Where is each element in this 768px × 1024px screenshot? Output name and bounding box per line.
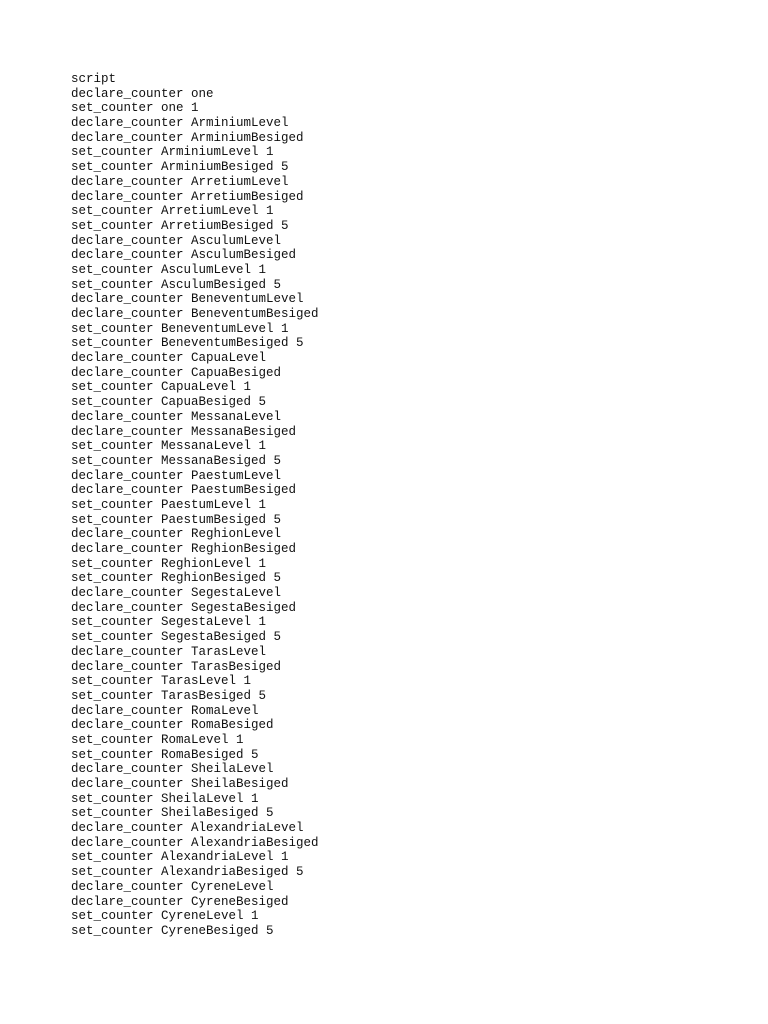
script-line: declare_counter RomaLevel xyxy=(71,703,259,718)
script-line: set_counter ArminiumLevel 1 xyxy=(71,145,274,160)
script-line: set_counter TarasLevel 1 xyxy=(71,674,252,689)
script-line: set_counter AsculumBesiged 5 xyxy=(71,277,282,292)
script-line: set_counter SheilaLevel 1 xyxy=(71,791,259,806)
script-line: set_counter one 1 xyxy=(71,101,199,116)
script-line: declare_counter ReghionLevel xyxy=(71,527,282,542)
script-line: declare_counter ArretiumBesiged xyxy=(71,189,304,204)
script-line: set_counter ArretiumLevel 1 xyxy=(71,204,274,219)
script-line: set_counter ReghionBesiged 5 xyxy=(71,571,282,586)
script-line: set_counter CapuaBesiged 5 xyxy=(71,395,267,410)
script-line: set_counter BeneventumBesiged 5 xyxy=(71,336,304,351)
script-line: set_counter AlexandriaLevel 1 xyxy=(71,850,289,865)
script-line: set_counter PaestumLevel 1 xyxy=(71,497,267,512)
script-line: declare_counter BeneventumLevel xyxy=(71,292,304,307)
script-line: declare_counter CapuaLevel xyxy=(71,351,267,366)
script-line: set_counter AsculumLevel 1 xyxy=(71,262,267,277)
script-line: set_counter SegestaBesiged 5 xyxy=(71,630,282,645)
script-line: declare_counter AlexandriaLevel xyxy=(71,821,304,836)
script-line: declare_counter TarasBesiged xyxy=(71,659,282,674)
script-line: declare_counter TarasLevel xyxy=(71,644,267,659)
script-line: set_counter CapuaLevel 1 xyxy=(71,380,252,395)
script-code-block xyxy=(71,72,319,939)
script-line: set_counter CyreneLevel 1 xyxy=(71,909,259,924)
script-line: set_counter ReghionLevel 1 xyxy=(71,556,267,571)
script-line: declare_counter ArminiumLevel xyxy=(71,116,289,131)
script-line: declare_counter SheilaLevel xyxy=(71,762,274,777)
script-line: declare_counter PaestumLevel xyxy=(71,468,282,483)
script-line: set_counter TarasBesiged 5 xyxy=(71,688,267,703)
script-line: set_counter SheilaBesiged 5 xyxy=(71,806,274,821)
script-line: declare_counter SegestaBesiged xyxy=(71,600,297,615)
script-line: declare_counter AlexandriaBesiged xyxy=(71,835,319,850)
script-line: declare_counter ArminiumBesiged xyxy=(71,130,304,145)
script-line: set_counter AlexandriaBesiged 5 xyxy=(71,865,304,880)
script-line: script xyxy=(71,72,117,86)
script-line: declare_counter SheilaBesiged xyxy=(71,777,289,791)
script-line: set_counter SegestaLevel 1 xyxy=(71,615,267,630)
script-line: declare_counter BeneventumBesiged xyxy=(71,307,319,321)
script-line: set_counter MessanaBesiged 5 xyxy=(71,453,282,468)
script-line: declare_counter RomaBesiged xyxy=(71,718,274,733)
script-line: declare_counter MessanaLevel xyxy=(71,409,282,424)
script-line: set_counter MessanaLevel 1 xyxy=(71,439,267,454)
script-line: declare_counter PaestumBesiged xyxy=(71,483,297,498)
script-line: set_counter BeneventumLevel 1 xyxy=(71,321,289,336)
script-line: set_counter ArminiumBesiged 5 xyxy=(71,160,289,175)
script-line: declare_counter CyreneLevel xyxy=(71,879,274,894)
script-line: set_counter PaestumBesiged 5 xyxy=(71,512,282,527)
script-line: set_counter CyreneBesiged 5 xyxy=(71,923,274,938)
script-line: declare_counter AsculumLevel xyxy=(71,233,282,248)
script-line: declare_counter ArretiumLevel xyxy=(71,174,289,189)
script-line: declare_counter one xyxy=(71,86,214,101)
script-line: declare_counter AsculumBesiged xyxy=(71,248,297,263)
script-line: declare_counter MessanaBesiged xyxy=(71,424,297,439)
script-line: declare_counter CyreneBesiged xyxy=(71,894,289,909)
script-line: declare_counter CapuaBesiged xyxy=(71,365,282,380)
script-line: declare_counter SegestaLevel xyxy=(71,586,282,601)
script-line: set_counter RomaLevel 1 xyxy=(71,732,244,747)
script-line: set_counter RomaBesiged 5 xyxy=(71,747,259,762)
script-line: set_counter ArretiumBesiged 5 xyxy=(71,218,289,233)
script-line: declare_counter ReghionBesiged xyxy=(71,542,297,556)
